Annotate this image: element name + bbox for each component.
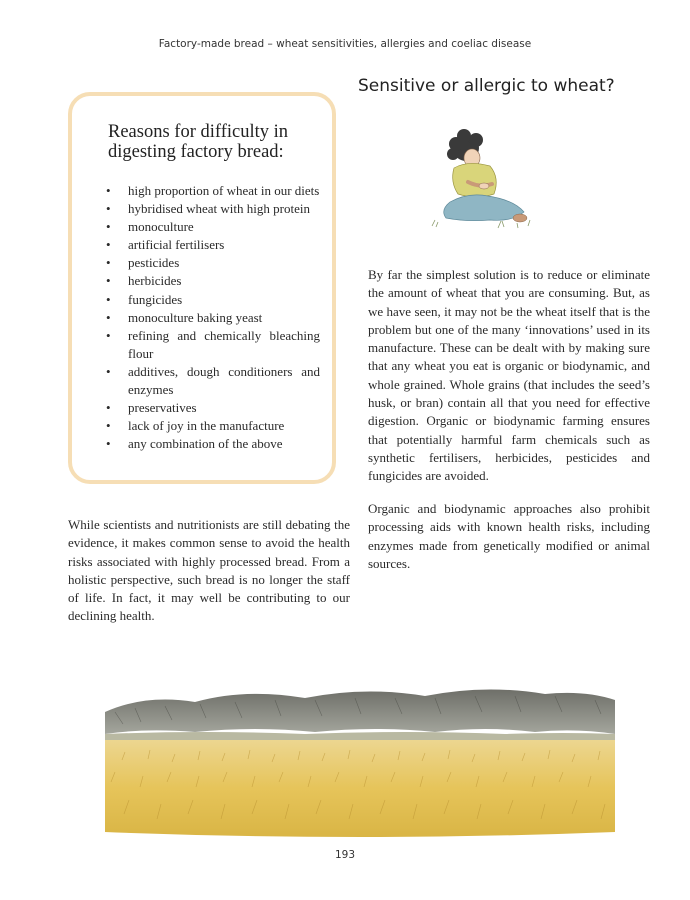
callout-title: Reasons for difficulty in digesting factory bread: (108, 122, 289, 162)
bullet-marker: • (106, 201, 111, 217)
bullet-marker: • (106, 436, 111, 452)
reason-text: any combination of the above (128, 436, 283, 452)
reason-text: monoculture baking yeast (128, 309, 263, 325)
reason-text: refining and chemically bleaching flour (128, 327, 320, 361)
reason-text: fungicides (128, 291, 183, 307)
running-head: Factory-made bread – wheat sensitivities, allergies and coeliac disease (158, 38, 532, 50)
reason-text: pesticides (128, 255, 180, 271)
reasons-callout-box (68, 92, 336, 484)
reason-list-item (72, 327, 334, 363)
reason-text: preservatives (128, 400, 197, 416)
wheat-field-illustration (105, 672, 615, 840)
reason-list-item (72, 291, 334, 309)
reason-list-item (72, 236, 334, 254)
reason-list-item (72, 272, 334, 290)
bullet-marker: • (106, 309, 111, 325)
reason-list-item (72, 363, 334, 399)
reason-text: artificial fertilisers (128, 237, 225, 253)
reason-list-item (72, 399, 334, 417)
reason-list-item (72, 200, 334, 218)
bullet-marker: • (106, 400, 111, 416)
reason-list-item (72, 417, 334, 435)
page-number: 193 (334, 849, 356, 861)
reason-list-item (72, 182, 334, 200)
bullet-marker: • (106, 418, 111, 434)
reasons-list (72, 182, 334, 453)
right-paragraph-1: By far the simplest solution is to reduce or eliminate the amount of wheat that you are consuming. But, as we have seen, it may not be the wheat itself that is the problem but one of the many ‘innovations’ used in its manufacture. These can be dealt with by making sure that any wheat you eat is organic or biodynamic, and whole grained. Whole grains (that includes the seed’s husk, or bran) contain all that you need for effective digestion. Organic or biodynamic farming ensures that potentially harmful farm chemicals such as synthetic fertilisers, herbicides, pesticides and fungicides are avoided. (368, 267, 650, 484)
bullet-marker: • (106, 255, 111, 271)
reason-list-item (72, 254, 334, 272)
bullet-marker: • (106, 363, 111, 379)
reason-text: high proportion of wheat in our diets (128, 183, 320, 198)
reason-list-item (72, 309, 334, 327)
bullet-marker: • (106, 237, 111, 253)
reason-text: additives, dough conditioners and enzymes (128, 363, 320, 398)
bullet-marker: • (106, 291, 111, 307)
bullet-marker: • (106, 219, 111, 235)
bullet-marker: • (106, 183, 111, 198)
bullet-marker: • (106, 327, 111, 343)
bullet-marker: • (106, 273, 111, 289)
left-paragraph: While scientists and nutritionists are still debating the evidence, it makes common sense to avoid the health risks associated with highly processed bread. From a holistic perspective, such bread is no longer the staff of life. In fact, it may well be contributing to our declining health. (68, 517, 350, 624)
reason-text: herbicides (128, 273, 182, 289)
reason-text: hybridised wheat with high protein (128, 201, 310, 217)
reason-text: monoculture (128, 219, 194, 235)
child-eating-illustration (428, 122, 538, 234)
reason-list-item (72, 218, 334, 236)
section-heading: Sensitive or allergic to wheat? (358, 76, 615, 96)
reason-list-item (72, 435, 334, 453)
right-paragraph-2: Organic and biodynamic approaches also prohibit processing aids with known health risks, including enzymes made from genetically modified or animal sources. (368, 501, 650, 571)
reason-text: lack of joy in the manufacture (128, 418, 285, 434)
